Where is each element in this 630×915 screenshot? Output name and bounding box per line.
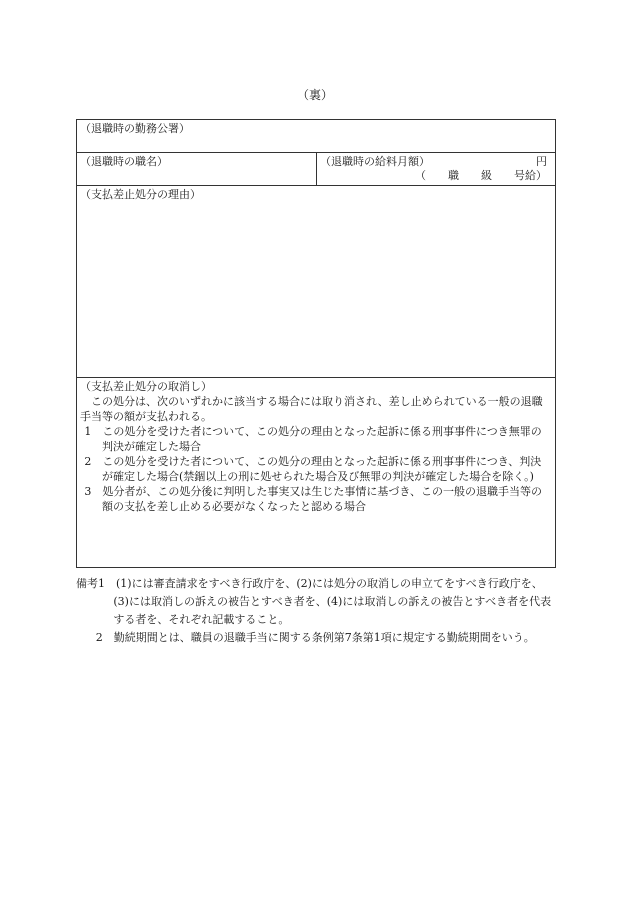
salary-label: （退職時の給料月額） (320, 155, 430, 168)
salary-cell (317, 153, 555, 185)
cancel-item: 3 処分者が、この処分後に判明した事実又は生じた事情に基づき、この一般の退職手当等の額の支払を差し止める必要がなくなったと認める場合 (84, 485, 542, 513)
office-label: （退職時の勤務公署） (80, 122, 190, 135)
cancel-intro: この処分は、次のいずれかに該当する場合には取り消され、差し止められている一般の退職手当等の額が支払われる。 (80, 395, 543, 423)
position-label: （退職時の職名） (80, 155, 168, 168)
grade-text: （ 職 級 号給） (415, 169, 547, 182)
notes-section (76, 575, 556, 647)
position-salary-row (77, 153, 555, 186)
cancel-item: 1 この処分を受けた者について、この処分の理由となった起訴に係る刑事事件につき無罪の判決が確定した場合 (84, 425, 542, 453)
office-row (77, 120, 555, 153)
position-cell (77, 153, 317, 185)
cancel-item: 2 この処分を受けた者について、この処分の理由となった起訴に係る刑事事件につき、判決が確定した場合(禁錮以上の刑に処せられた場合及び無罪の判決が確定した場合を除く。) (84, 455, 542, 483)
form-table (76, 119, 556, 568)
cancel-row (77, 378, 555, 567)
reason-row (77, 186, 555, 378)
cancel-label: （支払差止処分の取消し） (80, 380, 212, 393)
reason-label: （支払差止処分の理由） (80, 188, 201, 201)
cancel-body (80, 394, 552, 514)
salary-unit: 円 (536, 155, 547, 168)
note-2: 2 勤続期間とは、職員の退職手当に関する条例第7条第1項に規定する勤続期間をいう。 (95, 631, 535, 644)
note-1: 備考1 (1)には審査請求をすべき行政庁を、(2)には処分の取消しの申立てをすべき行政庁を、(3)には取消しの訴えの被告とすべき者を、(4)には取消しの訴えの被告とすべき者を代表する者を、それぞれ記載すること。 (76, 577, 552, 626)
page-side-label: （裏） (296, 88, 333, 102)
